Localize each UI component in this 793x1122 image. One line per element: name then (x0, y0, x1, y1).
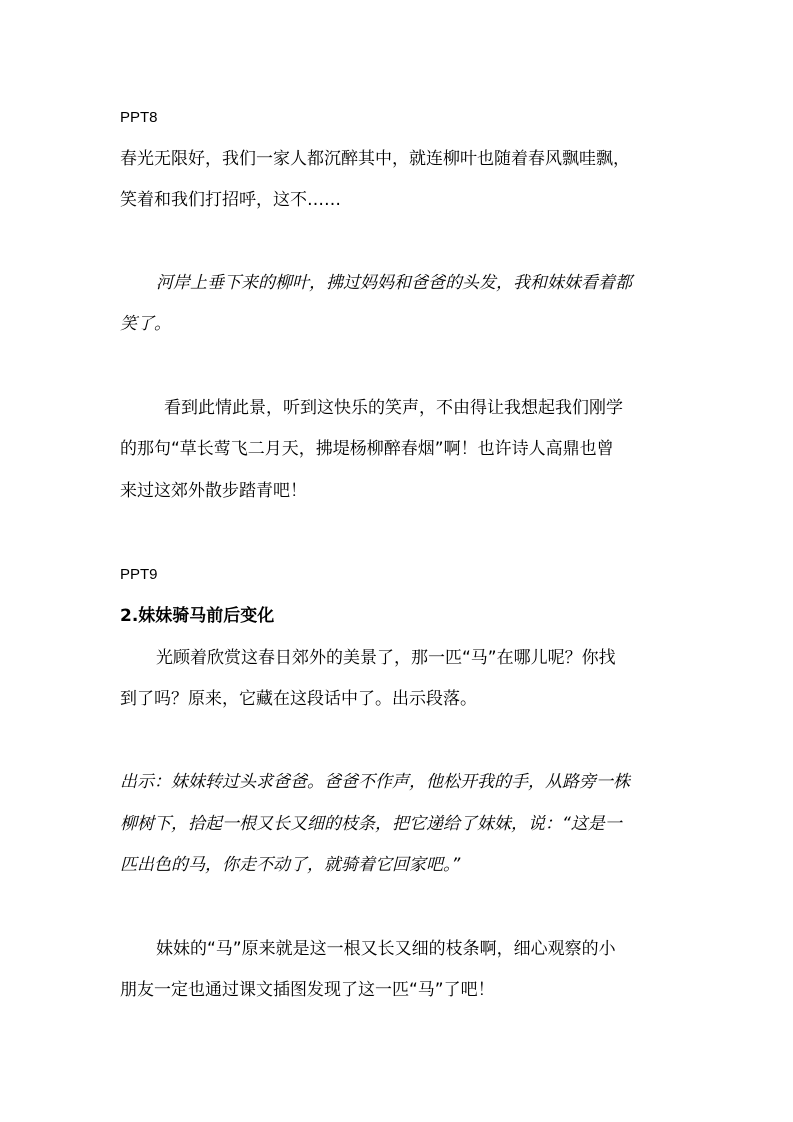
section-label-ppt9: PPT9 (120, 566, 158, 583)
paragraph-line: 到了吗？原来，它藏在这段话中了。出示段落。 (120, 689, 477, 709)
paragraph-line: 春光无限好，我们一家人都沉醉其中，就连柳叶也随着春风飘哇飘， (120, 149, 630, 169)
paragraph-line: 的那句“草长莺飞二月天，拂堤杨柳醉春烟”啊！也许诗人高鼎也曾 (120, 439, 614, 459)
quote-line: 柳树下，拾起一根又长又细的枝条，把它递给了妹妹，说：“这是一 (120, 814, 622, 834)
section-heading: 2.妹妹骑马前后变化 (120, 606, 275, 626)
quote-line: 笑了。 (120, 314, 171, 334)
paragraph-line: 朋友一定也通过课文插图发现了这一匹“马”了吧！ (120, 980, 495, 1000)
quote-line: 河岸上垂下来的柳叶，拂过妈妈和爸爸的头发，我和妹妹看着都 (156, 273, 632, 293)
paragraph-line: 光顾着欣赏这春日郊外的美景了，那一匹“马”在哪儿呢？你找 (156, 648, 616, 668)
section-label-ppt8: PPT8 (120, 109, 158, 126)
paragraph-line: 妹妹的“马”原来就是这一根又长又细的枝条啊，细心观察的小 (156, 939, 616, 959)
paragraph-line: 来过这郊外散步踏青吧！ (120, 481, 307, 501)
paragraph-line: 看到此情此景，听到这快乐的笑声，不由得让我想起我们刚学 (164, 398, 623, 418)
quote-line: 出示：妹妹转过头求爸爸。爸爸不作声，他松开我的手，从路旁一株 (120, 772, 630, 792)
paragraph-line: 笑着和我们打招呼，这不…… (120, 190, 341, 210)
quote-line: 匹出色的马，你走不动了，就骑着它回家吧。” (120, 855, 461, 875)
